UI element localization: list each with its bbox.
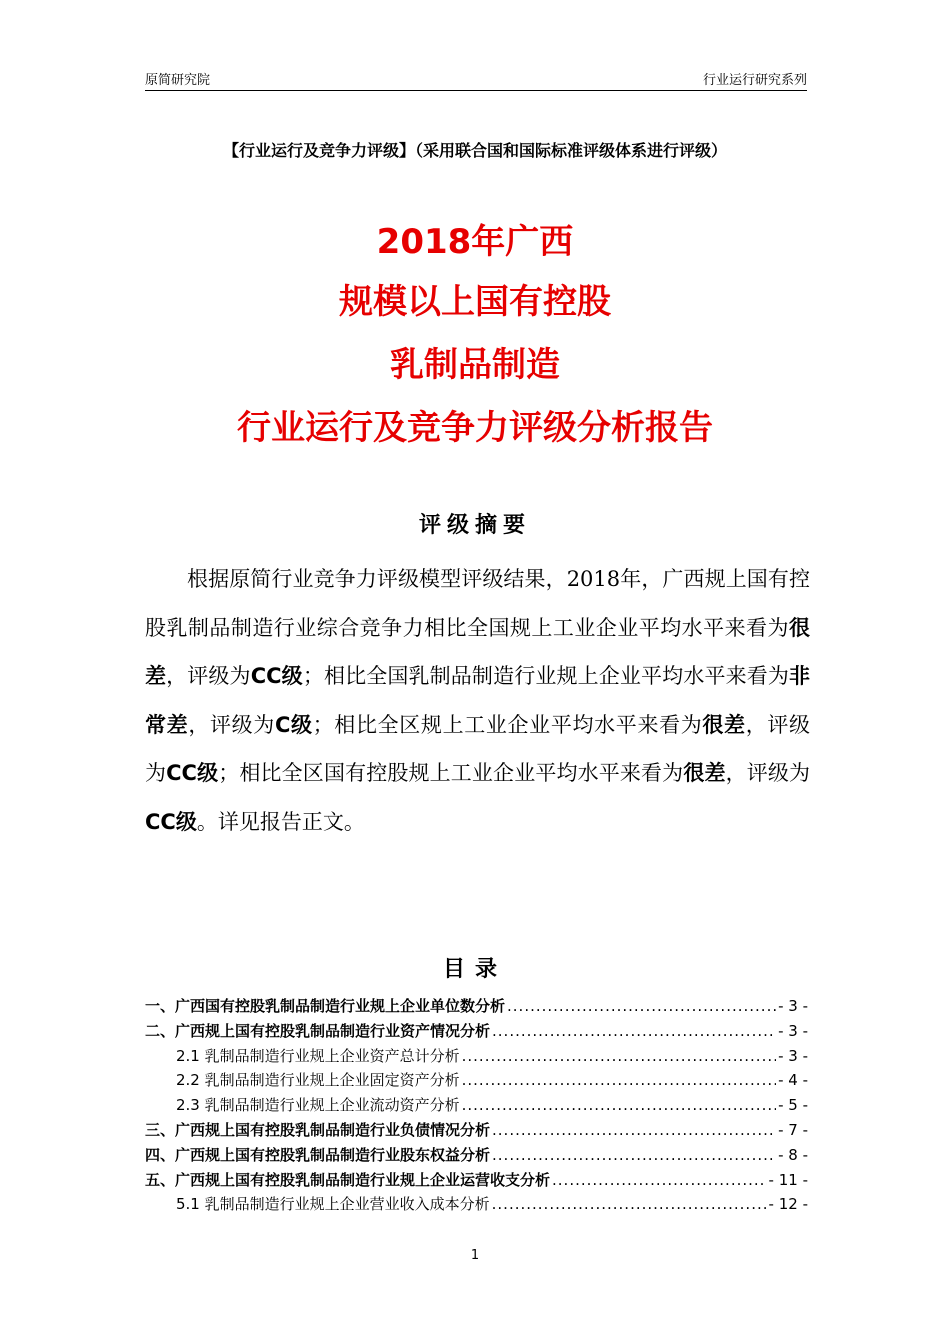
toc-leader-dots	[507, 994, 776, 1019]
toc-entry-label: 一、广西国有控股乳制品制造行业规上企业单位数分析	[145, 997, 506, 1015]
toc-entry-page: - 3 -	[778, 1046, 808, 1065]
toc-leader-dots	[552, 1168, 767, 1193]
rating-grade: CC级	[250, 664, 303, 688]
summary-text: 。详见报告正文。	[196, 809, 365, 834]
summary-paragraph	[145, 555, 810, 846]
toc-entry-label: 四、广西规上国有控股乳制品制造行业股东权益分析	[145, 1145, 491, 1164]
toc-leader-dots	[492, 1143, 776, 1168]
toc-entry-label: 2.3 乳制品制造行业规上企业流动资产分析	[176, 1096, 460, 1115]
header-series: 行业运行研究系列	[702, 73, 807, 88]
summary-text: ；相比全区国有控股规上工业企业平均水平来看为	[218, 761, 684, 785]
toc-heading: 目录	[442, 957, 507, 982]
toc-entry-label: 三、广西规上国有控股乳制品制造行业负债情况分析	[145, 1120, 491, 1139]
toc-leader-dots	[492, 1019, 776, 1044]
toc-subentry[interactable]	[145, 1044, 808, 1069]
toc-entry-page: - 3 -	[778, 1021, 808, 1040]
toc-subentry[interactable]	[145, 1093, 808, 1118]
page-header	[145, 66, 807, 91]
toc-entry-label: 5.1 乳制品制造行业规上企业营业收入成本分析	[176, 1195, 490, 1214]
toc-entry-page: - 5 -	[778, 1096, 808, 1115]
summary-text: ，评级为	[188, 712, 275, 737]
toc-leader-dots	[462, 1068, 776, 1093]
rating-emphasis: 很差	[145, 615, 810, 688]
summary-text: ；相比全区规上工业企业平均水平来看为	[312, 712, 703, 737]
rating-emphasis: 很差	[683, 761, 726, 785]
rating-grade: CC级	[145, 809, 197, 834]
summary-heading: 评级摘要	[418, 513, 531, 538]
toc-entry-page: - 11 -	[768, 1170, 808, 1189]
rating-system-note: 【行业运行及竞争力评级】（采用联合国和国际标准评级体系进行评级）	[222, 141, 727, 160]
toc-entry[interactable]	[145, 1168, 808, 1193]
toc-entry-label: 二、广西规上国有控股乳制品制造行业资产情况分析	[145, 1021, 491, 1040]
toc-entry-label: 2.1 乳制品制造行业规上企业资产总计分析	[176, 1046, 460, 1065]
report-title-line-1: 2018年广西	[376, 222, 574, 262]
toc-entry-page: - 3 -	[778, 997, 808, 1015]
toc-entry-page: - 12 -	[768, 1195, 808, 1214]
toc-entry-label: 2.2 乳制品制造行业规上企业固定资产分析	[176, 1071, 460, 1090]
toc-entry-label: 五、广西规上国有控股乳制品制造行业规上企业运营收支分析	[145, 1170, 551, 1189]
toc-entry[interactable]	[145, 1019, 808, 1044]
toc-entry[interactable]	[145, 1143, 808, 1168]
rating-emphasis: 非常差	[145, 664, 811, 737]
toc-entry-page: - 7 -	[778, 1120, 808, 1139]
toc-leader-dots	[492, 1192, 767, 1217]
report-title-line-3: 乳制品制造	[390, 345, 560, 385]
table-of-contents	[145, 994, 808, 1217]
report-title-line-2: 规模以上国有控股	[339, 282, 611, 322]
toc-leader-dots	[492, 1118, 776, 1143]
toc-entry-page: - 8 -	[778, 1145, 808, 1164]
summary-text: 根据原简行业竞争力评级模型评级结果，2018年，广西规上国有控股乳制品制造行业综合竞争力相比全国规上工业企业平均水平来看为	[145, 567, 810, 640]
toc-entry[interactable]	[145, 1118, 808, 1143]
rating-grade: C级	[274, 712, 313, 737]
rating-grade: CC级	[166, 761, 219, 785]
summary-text: ，评级为	[166, 664, 251, 688]
report-title-line-4: 行业运行及竞争力评级分析报告	[237, 408, 713, 448]
toc-leader-dots	[462, 1044, 776, 1069]
summary-text: ；相比全国乳制品制造行业规上企业平均水平来看为	[302, 664, 790, 688]
summary-text: ，评级为	[725, 761, 811, 785]
toc-leader-dots	[462, 1093, 776, 1118]
page-number: 1	[470, 1248, 480, 1263]
summary-text: ，评级为	[145, 712, 811, 785]
rating-emphasis: 很差	[702, 712, 746, 737]
toc-entry-page: - 4 -	[778, 1071, 808, 1090]
toc-subentry[interactable]	[145, 1068, 808, 1093]
toc-entry[interactable]	[145, 994, 808, 1019]
toc-subentry[interactable]	[145, 1192, 808, 1217]
header-org: 原简研究院	[145, 73, 211, 88]
